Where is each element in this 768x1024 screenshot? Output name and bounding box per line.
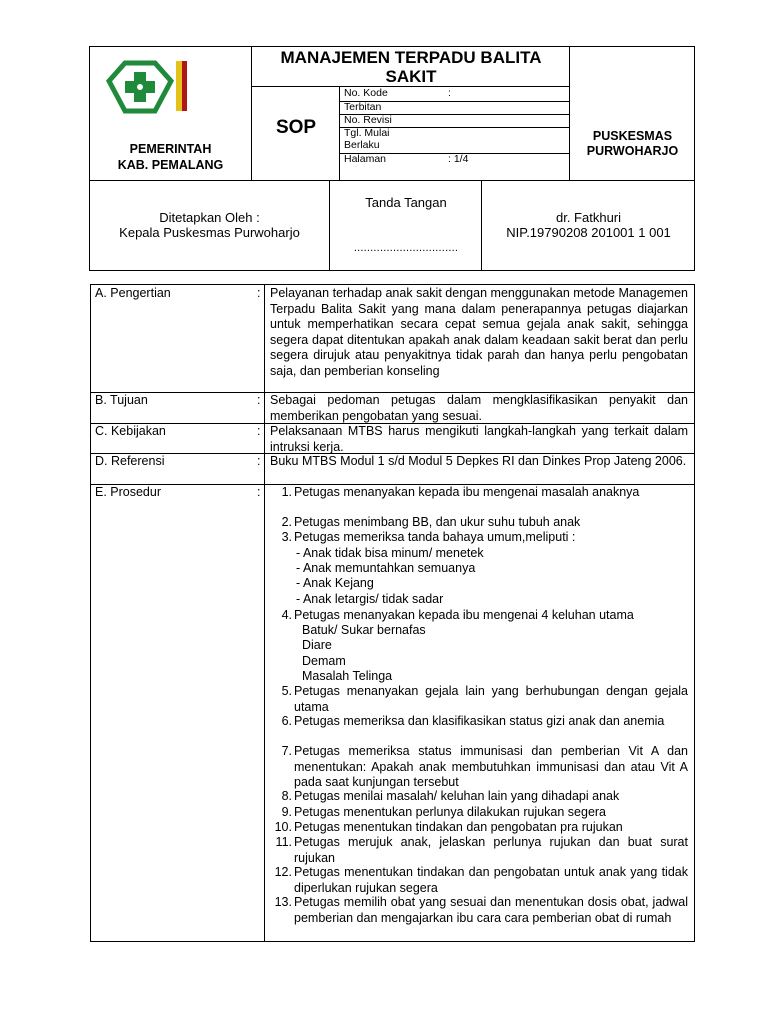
procedure-step: [270, 805, 688, 821]
step-text: Petugas menentukan perlunya dilakukan rujukan segera: [294, 805, 607, 819]
step-number: 8.: [281, 789, 292, 803]
section-colon: :: [257, 393, 261, 407]
meta-value: :: [448, 87, 451, 99]
procedure-step: [270, 789, 688, 805]
step-number: 4.: [281, 608, 292, 622]
meta-row-terbitan: [340, 101, 569, 115]
step-number: 12.: [274, 865, 292, 879]
danger-sign-item: - Anak tidak bisa minum/ menetek: [296, 546, 484, 560]
header-right-line2: PURWOHARJO: [586, 144, 679, 158]
meta-label: Halaman: [344, 153, 387, 165]
sign-row: [89, 180, 695, 271]
complaint-item: Masalah Telinga: [302, 669, 393, 683]
meta-value: : 1/4: [448, 153, 469, 165]
meta-row-tgl-mulai: [340, 127, 569, 154]
step-text: Petugas menentukan tindakan dan pengobatan untuk anak yang tidak diperlukan rujukan segera: [294, 865, 688, 895]
section-colon: :: [257, 424, 261, 438]
procedure-step: [270, 485, 688, 501]
step-text: Petugas menanyakan gejala lain yang berhubungan dengan gejala utama: [294, 684, 688, 714]
meta-label: Berlaku: [344, 139, 380, 151]
step-number: 9.: [281, 805, 292, 819]
section-b-row: [90, 392, 694, 424]
step-text: Petugas merujuk anak, jelaskan perlunya rujukan dan buat surat rujukan: [294, 835, 688, 865]
step-number: 10.: [274, 820, 292, 834]
set-by-label: Ditetapkan Oleh :: [159, 210, 260, 225]
right-cell: [570, 46, 695, 180]
head-nip: NIP.19790208 201001 1 001: [506, 225, 671, 240]
step-number: 1.: [281, 485, 292, 499]
header-left-line2: KAB. PEMALANG: [117, 158, 224, 172]
section-label: A. Pengertian: [95, 286, 171, 300]
page-title-line1: MANAJEMEN TERPADU BALITA: [280, 48, 542, 67]
procedure-step: [270, 744, 688, 791]
procedure-step: [270, 865, 688, 896]
section-text: Sebagai pedoman petugas dalam mengklasifikasikan penyakit dan memberikan pengobatan yang sesuai.: [270, 393, 688, 423]
meta-row-kode: [340, 87, 569, 102]
sign-right-cell: [482, 181, 695, 271]
section-text: Pelayanan terhadap anak sakit dengan menggunakan metode Managemen Terpadu Balita Sakit yang mana dalam penerapannya petugas diajarkan untuk memperhatikan secara cepat semua gejala anak sakit, sehingga segera dapat ditentukan apakah anak dalam keadaan sakit berat dan perlu segera dirujuk atau penyakitnya tidak parah dan hanya perlu pengobatan saja, dan pemberian konseling: [270, 286, 688, 378]
danger-sign-item: - Anak Kejang: [296, 576, 374, 590]
signature-line: ................................: [353, 242, 459, 254]
step-text: Petugas menentukan tindakan dan pengobatan pra rujukan: [294, 820, 623, 834]
step-text: Petugas menilai masalah/ keluhan lain yang dihadapi anak: [294, 789, 620, 803]
step-text: Petugas menanyakan kepada ibu mengenai masalah anaknya: [294, 485, 640, 499]
sop-cell: [252, 87, 340, 180]
step-number: 6.: [281, 714, 292, 728]
section-text: Buku MTBS Modul 1 s/d Modul 5 Depkes RI dan Dinkes Prop Jateng 2006.: [270, 454, 687, 468]
section-label: B. Tujuan: [95, 393, 148, 407]
step-number: 2.: [281, 515, 292, 529]
title-cell: [252, 46, 570, 87]
meta-row-revisi: [340, 114, 569, 128]
meta-label: No. Kode: [344, 87, 388, 99]
step-text: Petugas menimbang BB, dan ukur suhu tubuh anak: [294, 515, 581, 529]
step-text: Petugas memeriksa dan klasifikasikan status gizi anak dan anemia: [294, 714, 665, 728]
section-e-row: [90, 484, 694, 942]
page-title-line2: SAKIT: [385, 67, 437, 86]
procedure-step: [270, 515, 688, 531]
procedure-step: [270, 820, 688, 836]
danger-sign-item: - Anak memuntahkan semuanya: [296, 561, 476, 575]
step-text: Petugas menanyakan kepada ibu mengenai 4 keluhan utama: [294, 608, 634, 622]
meta-label: Terbitan: [344, 101, 382, 113]
section-colon: :: [257, 454, 261, 468]
procedure-step: [270, 714, 688, 730]
step-number: 13.: [274, 895, 292, 909]
section-label: C. Kebijakan: [95, 424, 166, 438]
head-name: dr. Fatkhuri: [555, 210, 622, 225]
complaint-item: Demam: [302, 654, 346, 668]
sop-label: SOP: [275, 117, 317, 138]
section-d-row: [90, 453, 694, 485]
sign-left-cell: [89, 181, 330, 271]
section-colon: :: [257, 286, 261, 300]
procedure-step: [270, 608, 688, 624]
signature-label: Tanda Tangan: [365, 195, 447, 210]
section-label: D. Referensi: [95, 454, 165, 468]
complaint-item: Batuk/ Sukar bernafas: [302, 623, 426, 637]
header-right-line1: PUSKESMAS: [592, 129, 673, 143]
section-a-row: [90, 284, 694, 393]
procedure-step: [270, 684, 688, 715]
logo-cell: [89, 46, 252, 180]
puskesmas-logo-icon: [103, 55, 191, 119]
procedure-step: [270, 895, 688, 926]
step-text: Petugas memeriksa tanda bahaya umum,meliputi :: [294, 530, 576, 544]
danger-sign-item: - Anak letargis/ tidak sadar: [296, 592, 444, 606]
header-left-line1: PEMERINTAH: [129, 142, 212, 156]
step-number: 3.: [281, 530, 292, 544]
section-text: Pelaksanaan MTBS harus mengikuti langkah-langkah yang terkait dalam intruksi kerja.: [270, 424, 688, 454]
meta-label: Tgl. Mulai: [344, 127, 390, 139]
step-number: 5.: [281, 684, 292, 698]
procedure-step: [270, 835, 688, 866]
meta-label: No. Revisi: [344, 114, 392, 126]
step-text: Petugas memeriksa status immunisasi dan pemberian Vit A dan menentukan: Apakah anak membutuhkan immunisasi dan atau Vit A pada saat kunjungan tersebut: [294, 744, 688, 789]
procedure-step: [270, 530, 688, 546]
step-number: 7.: [281, 744, 292, 758]
step-text: Petugas memilih obat yang sesuai dan menentukan dosis obat, jadwal pemberian dan mengajarkan ibu cara cara pemberian obat di rumah: [294, 895, 688, 925]
meta-cell: [340, 87, 570, 180]
complaint-item: Diare: [302, 638, 332, 652]
set-by-title: Kepala Puskesmas Purwoharjo: [119, 225, 300, 240]
section-colon: :: [257, 485, 261, 499]
section-c-row: [90, 423, 694, 454]
meta-row-halaman: [340, 153, 569, 167]
section-label: E. Prosedur: [95, 485, 162, 499]
step-number: 11.: [275, 835, 292, 849]
sign-mid-cell: [330, 181, 482, 271]
